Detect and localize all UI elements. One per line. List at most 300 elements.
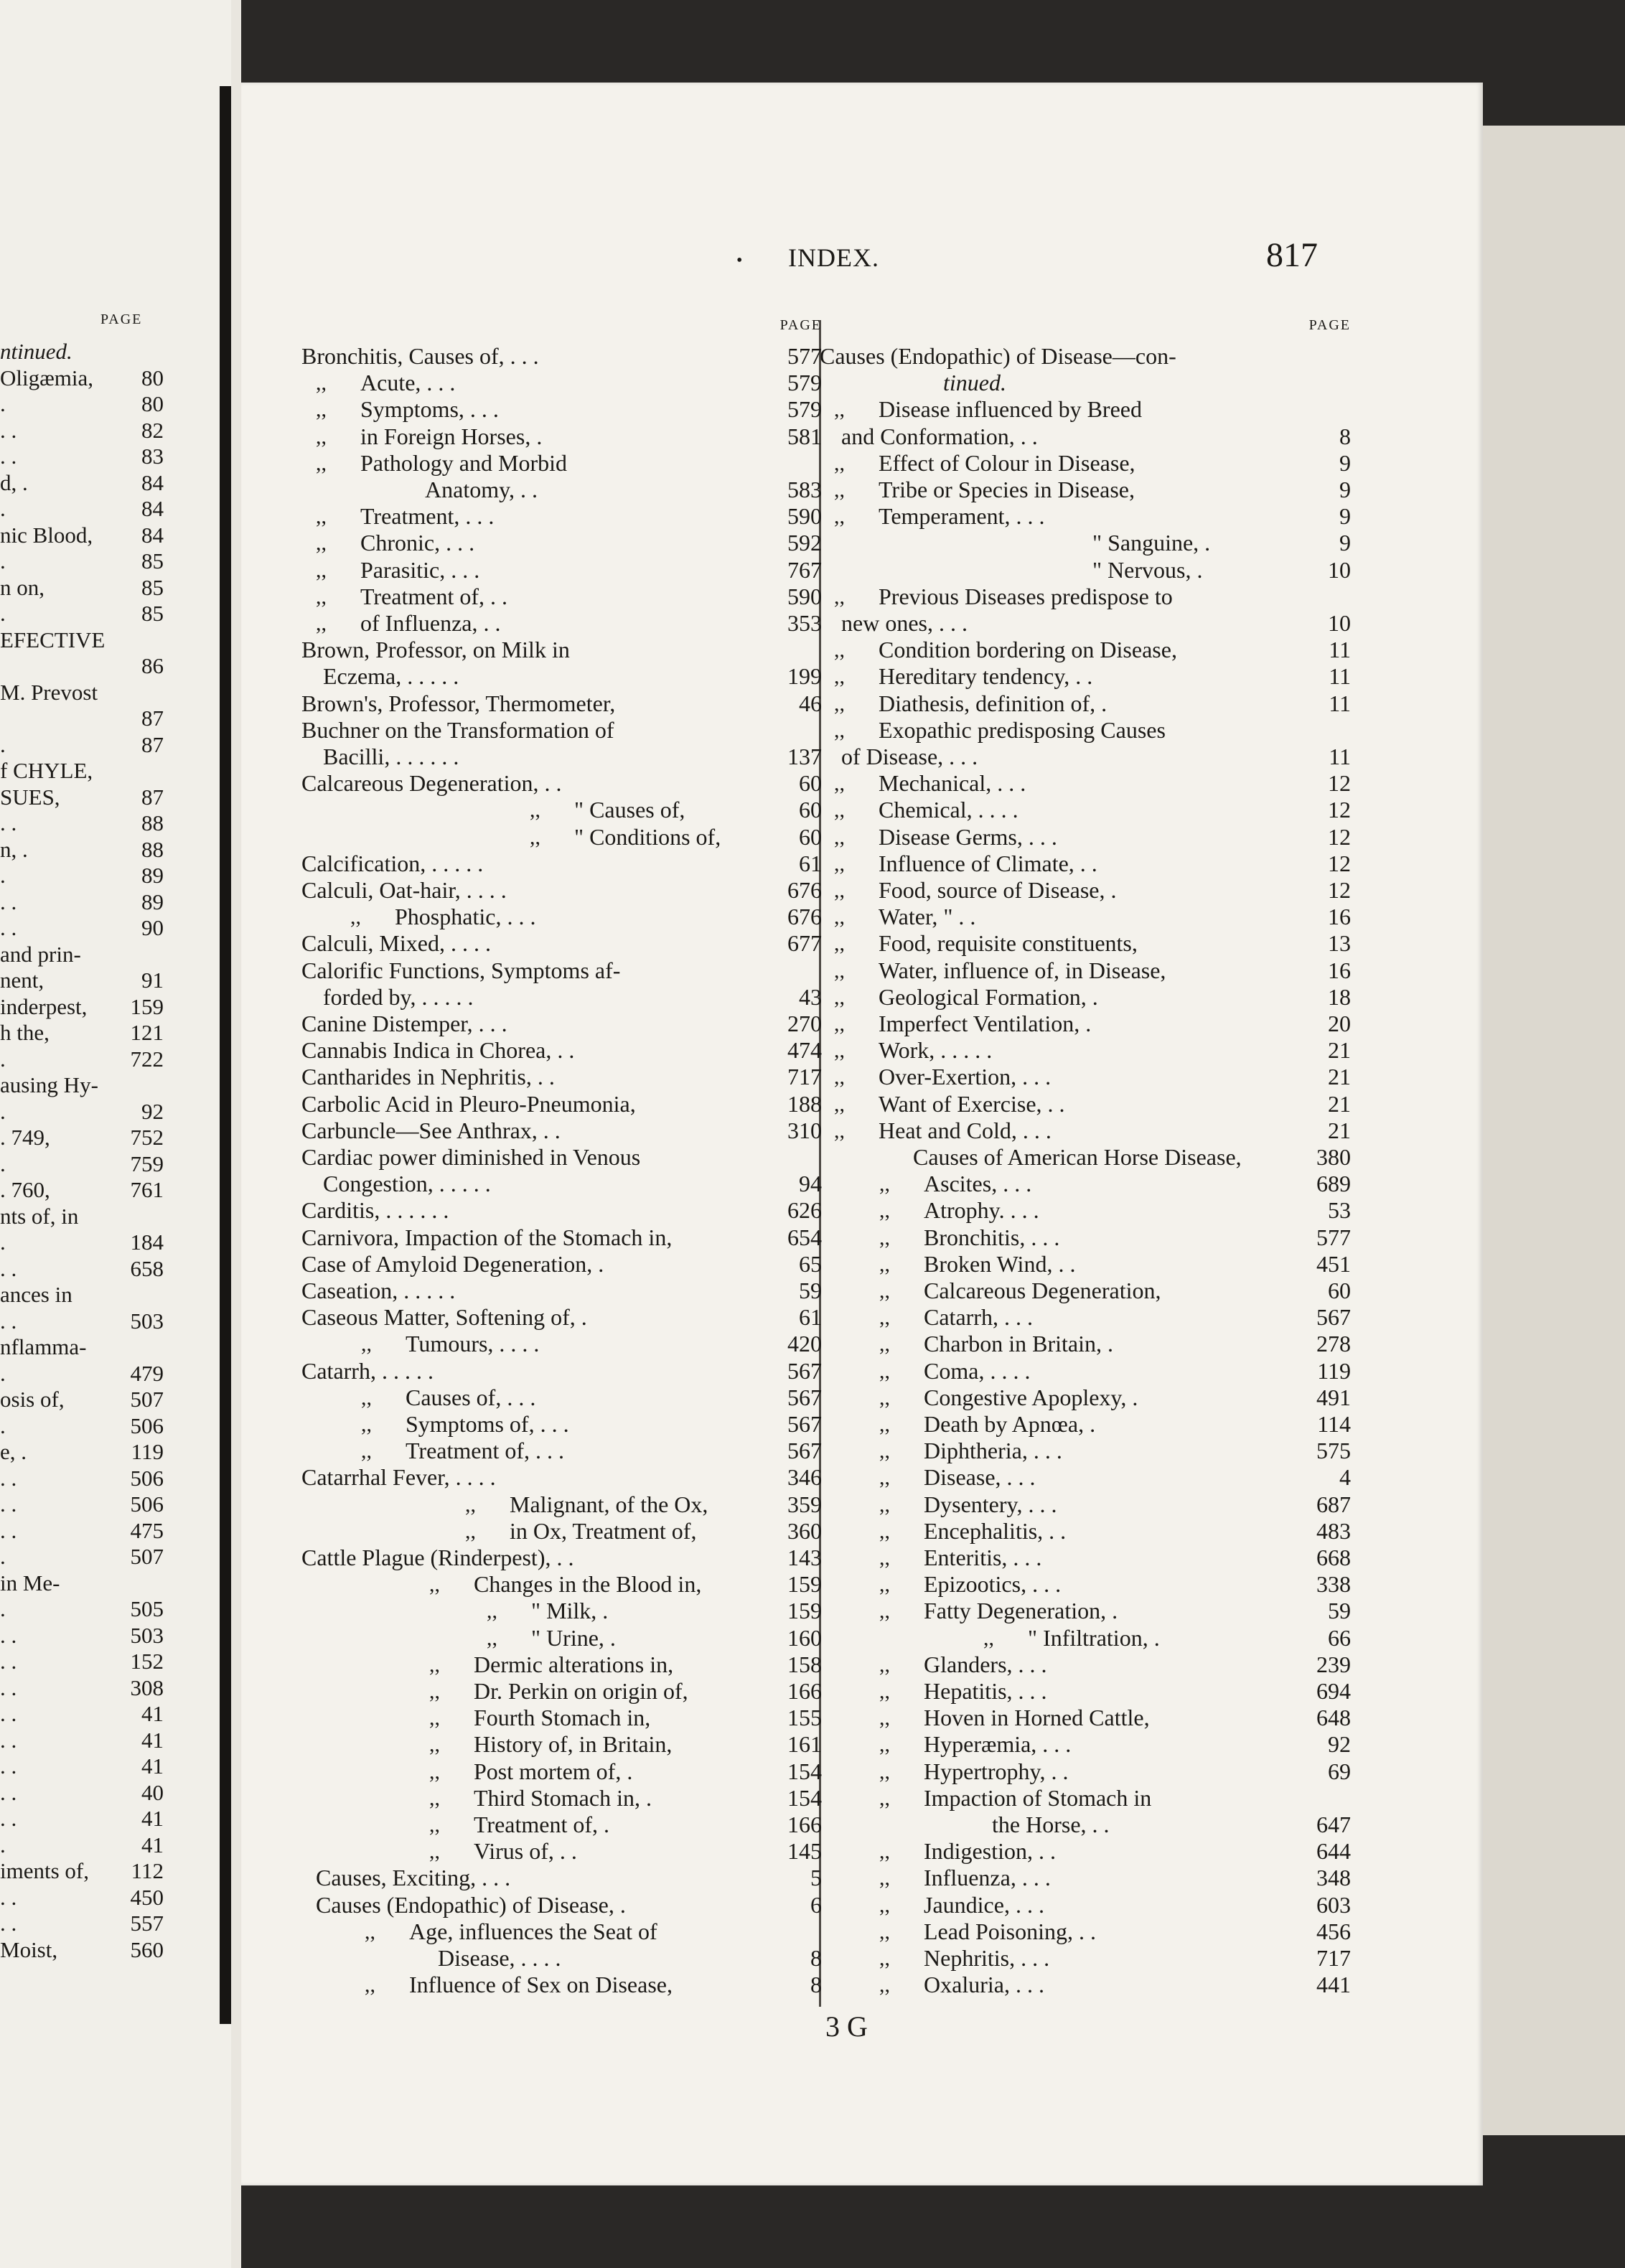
- index-entry-text: Heat and Cold, . . .: [879, 1117, 1052, 1143]
- left-page-entry-page: 41: [141, 1832, 164, 1857]
- left-page-entry-page: 752: [130, 1125, 164, 1150]
- index-entry: [820, 1918, 1351, 1945]
- index-entry-page: 161: [787, 1731, 822, 1758]
- left-page-row: [0, 444, 164, 469]
- index-entry-page: 590: [787, 583, 822, 609]
- index-entry-text: Causes (Endopathic) of Disease—con-: [820, 343, 1176, 369]
- ditto-mark: ,,: [487, 1626, 497, 1650]
- index-entry: [301, 1758, 822, 1785]
- ditto-mark: ,,: [429, 1759, 440, 1784]
- index-entry: [301, 1491, 822, 1518]
- index-entry-text: Changes in the Blood in,: [474, 1571, 702, 1598]
- index-entry-text: Phosphatic, . . .: [395, 904, 536, 930]
- index-entry: [301, 1625, 822, 1651]
- left-page-entry-page: 503: [130, 1622, 164, 1648]
- index-entry-text: Treatment of, . . .: [406, 1438, 565, 1464]
- left-page-row: [0, 706, 164, 731]
- left-page-entry-text: .: [0, 1229, 6, 1255]
- index-entry-page: 579: [787, 370, 822, 396]
- left-page-row: [0, 784, 164, 810]
- index-entry: [301, 396, 822, 423]
- left-page-entry-text: in Me-: [0, 1570, 60, 1595]
- ditto-mark: ,,: [834, 798, 845, 823]
- ditto-mark: ,,: [834, 505, 845, 529]
- left-page-row: [0, 1151, 164, 1177]
- index-entry-page: 474: [787, 1037, 822, 1064]
- index-entry: [820, 1464, 1351, 1491]
- index-entry-page: 199: [787, 663, 822, 690]
- index-entry-page: 12: [1328, 770, 1351, 797]
- index-entry-page: 9: [1339, 503, 1351, 530]
- left-page-entry-text: . .: [0, 1465, 17, 1491]
- index-entry-text: " Urine, .: [531, 1624, 616, 1651]
- left-page-entry-page: 88: [141, 810, 164, 835]
- index-entry: [820, 477, 1351, 503]
- left-page-entry-text: SUES,: [0, 784, 60, 810]
- left-page-entry-text: . .: [0, 1308, 17, 1334]
- index-entry-page: 567: [1316, 1304, 1351, 1331]
- index-entry-page: 9: [1339, 449, 1351, 476]
- ditto-mark: ,,: [879, 1199, 890, 1223]
- left-page-entry-text: . .: [0, 417, 17, 443]
- index-entry-text: Canine Distemper, . . .: [301, 1011, 507, 1036]
- index-entry: [820, 1224, 1351, 1251]
- index-entry-page: 592: [787, 530, 822, 556]
- ditto-mark: ,,: [879, 1706, 890, 1730]
- index-entry-page: 579: [787, 396, 822, 423]
- index-entry-page: 567: [787, 1411, 822, 1437]
- index-entry-page: 767: [787, 556, 822, 583]
- ditto-mark: ,,: [429, 1706, 440, 1730]
- index-entry: [301, 824, 822, 851]
- left-page-row: [0, 837, 164, 863]
- ditto-mark: ,,: [429, 1813, 440, 1837]
- index-entry-text: Calcareous Degeneration,: [924, 1278, 1161, 1303]
- index-entry-page: 575: [1316, 1438, 1351, 1464]
- ditto-mark: ,,: [879, 1840, 890, 1864]
- left-page-entry-page: 450: [130, 1884, 164, 1910]
- ditto-mark: ,,: [879, 1332, 890, 1356]
- index-entry-text: Dermic alterations in,: [474, 1651, 674, 1677]
- index-entry: [301, 1144, 822, 1171]
- index-entry-text: Disease influenced by Breed: [879, 396, 1142, 423]
- index-entry: [301, 1892, 822, 1918]
- index-entry-page: 69: [1328, 1758, 1351, 1784]
- left-page-row: [0, 732, 164, 758]
- index-entry: [820, 1438, 1351, 1464]
- left-page-entry-page: 479: [130, 1360, 164, 1386]
- index-entry: [301, 744, 822, 770]
- index-entry-page: 420: [787, 1331, 822, 1357]
- index-entry-page: 483: [1316, 1517, 1351, 1544]
- left-page-entry-page: 506: [130, 1412, 164, 1438]
- left-page-entry-page: 90: [141, 915, 164, 940]
- index-entry-page: 18: [1328, 983, 1351, 1010]
- index-entry: [820, 1812, 1351, 1838]
- left-page-entry-page: 505: [130, 1596, 164, 1621]
- index-entry-text: " Nervous, .: [1092, 556, 1203, 583]
- index-entry-page: 603: [1316, 1891, 1351, 1918]
- index-entry-page: 94: [799, 1171, 822, 1197]
- index-entry-text: Atrophy. . . .: [924, 1197, 1039, 1224]
- ditto-mark: ,,: [365, 1919, 375, 1944]
- index-entry: [820, 957, 1351, 984]
- left-page-entry-text: .: [0, 1360, 6, 1386]
- index-entry-text: Encephalitis, . .: [924, 1517, 1067, 1544]
- index-entry-text: Third Stomach in, .: [474, 1784, 652, 1811]
- index-entry-text: Malignant, of the Ox,: [510, 1491, 708, 1517]
- ditto-mark: ,,: [879, 1652, 890, 1677]
- index-entry: [820, 423, 1351, 450]
- left-page-entry-text: . .: [0, 1911, 17, 1936]
- ditto-mark: ,,: [834, 584, 845, 609]
- left-page-entry-text: .: [0, 496, 6, 521]
- ditto-mark: ,,: [834, 1065, 845, 1090]
- index-entry-page: 9: [1339, 530, 1351, 556]
- index-entry-page: 694: [1316, 1678, 1351, 1704]
- left-page-entry-page: 89: [141, 863, 164, 888]
- index-entry-text: Causes of, . . .: [406, 1384, 536, 1410]
- left-page-entry-text: . .: [0, 810, 17, 835]
- index-entry-page: 581: [787, 423, 822, 449]
- index-entry-page: 158: [787, 1651, 822, 1677]
- left-page-entry-page: 506: [130, 1465, 164, 1491]
- index-entry-text: Brown, Professor, on Milk in: [301, 637, 570, 663]
- index-entry: [301, 1785, 822, 1812]
- index-entry-text: Hepatitis, . . .: [924, 1678, 1047, 1704]
- index-entry: [301, 1812, 822, 1838]
- left-page-row: [0, 1466, 164, 1491]
- ditto-mark: ,,: [834, 878, 845, 902]
- ditto-mark: ,,: [879, 1759, 890, 1784]
- index-entry-page: 11: [1329, 744, 1351, 769]
- index-entry-text: Impaction of Stomach in: [924, 1784, 1152, 1811]
- index-entry-page: 654: [787, 1224, 822, 1250]
- left-page-entry-page: 84: [141, 522, 164, 548]
- left-page-row: [0, 1701, 164, 1727]
- left-page-row: [0, 1387, 164, 1412]
- left-page-row: [0, 1099, 164, 1125]
- left-page-row: [0, 863, 164, 889]
- ditto-mark: ,,: [879, 1359, 890, 1383]
- left-page-row: [0, 1072, 164, 1098]
- index-entry-page: 21: [1328, 1090, 1351, 1117]
- index-entry-page: 441: [1316, 1972, 1351, 1998]
- left-page-entry-text: .: [0, 1544, 6, 1569]
- left-page-entry-text: nent,: [0, 967, 45, 993]
- left-page-row: [0, 1518, 164, 1544]
- ditto-mark: ,,: [834, 718, 845, 742]
- index-entry-text: Post mortem of, .: [474, 1758, 633, 1784]
- index-entry-text: Jaundice, . . .: [924, 1891, 1044, 1918]
- left-page-row: [0, 1623, 164, 1649]
- index-entry-text: Geological Formation, .: [879, 983, 1098, 1010]
- index-entry-text: Eczema, . . . . .: [323, 663, 459, 690]
- index-entry-page: 5: [810, 1865, 822, 1891]
- index-entry-text: Calculi, Mixed, . . . .: [301, 930, 491, 957]
- index-entry-text: Causes of American Horse Disease,: [913, 1144, 1242, 1170]
- index-entry-text: Tribe or Species in Disease,: [879, 477, 1135, 502]
- index-entry: [820, 930, 1351, 957]
- ditto-mark: ,,: [879, 1279, 890, 1303]
- index-entry-page: 687: [1316, 1491, 1351, 1517]
- index-entry-page: 60: [799, 770, 822, 797]
- left-page-entry-page: 85: [141, 574, 164, 600]
- index-entry: [820, 1571, 1351, 1598]
- index-entry-page: 717: [1316, 1945, 1351, 1971]
- ditto-mark: ,,: [834, 905, 845, 929]
- left-page-entry-text: . .: [0, 1753, 17, 1779]
- index-entry-page: 166: [787, 1678, 822, 1704]
- index-entry: [820, 1838, 1351, 1865]
- index-entry: [820, 1251, 1351, 1278]
- index-entry-text: Parasitic, . . .: [360, 556, 480, 583]
- index-entry-text: Acute, . . .: [360, 370, 456, 396]
- index-entry: [820, 370, 1351, 396]
- left-page-row: [0, 1361, 164, 1387]
- index-entry: [820, 1331, 1351, 1357]
- index-entry: [301, 717, 822, 744]
- index-entry-text: Hereditary tendency, . .: [879, 663, 1093, 690]
- ditto-mark: ,,: [361, 1332, 372, 1356]
- index-entry-text: Congestion, . . . . .: [323, 1171, 491, 1197]
- index-entry-text: Oxaluria, . . .: [924, 1972, 1044, 1998]
- index-entry-page: 4: [1339, 1464, 1351, 1491]
- left-page-entry-text: . .: [0, 1806, 17, 1831]
- index-entry-page: 676: [787, 877, 822, 903]
- index-entry-text: Calcareous Degeneration, . .: [301, 770, 562, 797]
- left-page-entry-page: 85: [141, 601, 164, 626]
- index-entry-text: Carbuncle—See Anthrax, . .: [301, 1117, 561, 1143]
- index-entry-text: Imperfect Ventilation, .: [879, 1011, 1092, 1036]
- index-entry-text: Catarrh, . . . . .: [301, 1357, 434, 1384]
- index-entry-page: 10: [1328, 610, 1351, 636]
- index-entry: [301, 1037, 822, 1064]
- index-entry-page: 114: [1317, 1411, 1351, 1437]
- left-page-entry-text: . .: [0, 444, 17, 469]
- ditto-mark: ,,: [983, 1626, 994, 1650]
- left-page-entry-text: and prin-: [0, 941, 81, 967]
- index-entry-page: 577: [787, 343, 822, 369]
- index-entry-text: Caseation, . . . . .: [301, 1278, 456, 1303]
- index-entry-page: 59: [1328, 1598, 1351, 1624]
- index-entry-text: Cardiac power diminished in Venous: [301, 1144, 641, 1170]
- left-page-row: [0, 523, 164, 548]
- index-entry: [301, 1705, 822, 1731]
- index-entry-text: and Conformation, . .: [841, 423, 1038, 449]
- left-page-entry-page: 507: [130, 1544, 164, 1569]
- index-entry-page: 61: [799, 1304, 822, 1331]
- left-page-row: [0, 1937, 164, 1963]
- left-page-entry-page: 83: [141, 444, 164, 469]
- index-entry-page: 12: [1328, 823, 1351, 850]
- index-entry-page: 46: [799, 690, 822, 716]
- index-entry-text: Charbon in Britain, .: [924, 1331, 1113, 1357]
- ditto-mark: ,,: [834, 691, 845, 716]
- left-page-row: [0, 1020, 164, 1046]
- index-entry-text: Hypertrophy, . .: [924, 1758, 1069, 1784]
- ditto-mark: ,,: [834, 825, 845, 849]
- index-entry-text: " Causes of,: [574, 797, 685, 823]
- left-page-entry-page: 475: [130, 1517, 164, 1543]
- index-entry-text: Death by Apnœa, .: [924, 1411, 1096, 1437]
- ditto-mark: ,,: [361, 1385, 372, 1410]
- left-page-entry-text: . 760,: [0, 1177, 50, 1202]
- index-entry: [820, 530, 1351, 556]
- page-title: INDEX.: [788, 243, 879, 272]
- index-entry-text: Condition bordering on Disease,: [879, 637, 1177, 663]
- left-page-entry-text: .: [0, 731, 6, 757]
- index-entry-text: Calcification, . . . . .: [301, 850, 484, 876]
- index-entry: [820, 1358, 1351, 1384]
- left-page-entry-page: 184: [130, 1229, 164, 1255]
- index-entry: [301, 663, 822, 690]
- left-page-row: [0, 680, 164, 706]
- left-page-entry-page: 87: [141, 706, 164, 731]
- index-entry-text: Effect of Colour in Disease,: [879, 449, 1135, 476]
- index-entry: [301, 1091, 822, 1117]
- ditto-mark: ,,: [316, 398, 327, 422]
- index-entry-page: 59: [799, 1278, 822, 1303]
- index-entry-text: Calorific Functions, Symptoms af-: [301, 957, 621, 983]
- left-page-entry-text: . .: [0, 1674, 17, 1700]
- left-page-entry-text: ances in: [0, 1282, 72, 1307]
- index-entry: [820, 343, 1351, 370]
- left-page-entry-text: M. Prevost: [0, 679, 98, 705]
- index-entry: [301, 637, 822, 663]
- left-page-entry-text: .: [0, 1098, 6, 1124]
- index-entry-page: 154: [787, 1758, 822, 1784]
- index-entry: [301, 690, 822, 717]
- index-entry-page: 310: [787, 1117, 822, 1143]
- ditto-mark: ,,: [879, 1919, 890, 1944]
- index-entry: [301, 343, 822, 370]
- left-page-entry-page: 159: [130, 993, 164, 1019]
- ditto-mark: ,,: [834, 985, 845, 1009]
- book-gutter: [231, 0, 241, 2268]
- left-page-entry-page: 41: [141, 1806, 164, 1831]
- index-entry-text: Virus of, . .: [474, 1838, 577, 1865]
- left-page-entry-page: 84: [141, 469, 164, 495]
- left-page-entry-page: 722: [130, 1046, 164, 1072]
- index-entry: [820, 1491, 1351, 1518]
- left-page-row: [0, 1649, 164, 1674]
- index-entry: [301, 477, 822, 503]
- ditto-mark: ,,: [465, 1519, 476, 1543]
- left-page-row: [0, 1570, 164, 1596]
- index-entry-text: " Milk, .: [531, 1598, 609, 1624]
- index-entry-text: Treatment, . . .: [360, 503, 495, 530]
- index-entry: [301, 1571, 822, 1598]
- index-entry-text: in Foreign Horses, .: [360, 423, 543, 449]
- ditto-mark: ,,: [316, 371, 327, 395]
- index-entry-page: 676: [787, 904, 822, 930]
- index-entry-text: Tumours, . . . .: [406, 1331, 540, 1357]
- index-entry-text: Want of Exercise, . .: [879, 1090, 1065, 1117]
- index-entry-text: Diathesis, definition of, .: [879, 690, 1107, 716]
- ditto-mark: ,,: [361, 1412, 372, 1436]
- left-page-entry-text: EFECTIVE: [0, 627, 106, 652]
- ditto-mark: ,,: [316, 558, 327, 582]
- index-entry: [820, 1731, 1351, 1758]
- ditto-mark: ,,: [834, 851, 845, 876]
- index-entry: [820, 610, 1351, 637]
- index-entry-text: Food, requisite constituents,: [879, 930, 1138, 957]
- index-entry-page: 12: [1328, 797, 1351, 823]
- left-page-entry-page: 761: [130, 1177, 164, 1202]
- left-page-entry-text: .: [0, 863, 6, 888]
- index-entry-text: Buchner on the Transformation of: [301, 716, 614, 743]
- index-entry-text: Dr. Perkin on origin of,: [474, 1678, 688, 1704]
- left-page-row: [0, 1675, 164, 1701]
- left-page-entry-page: 308: [130, 1674, 164, 1700]
- left-page-row: [0, 365, 164, 391]
- index-entry: [301, 851, 822, 877]
- index-entry: [820, 1972, 1351, 1998]
- left-page-entry-page: 91: [141, 967, 164, 993]
- index-entry-text: Ascites, . . .: [924, 1171, 1032, 1197]
- index-entry-text: forded by, . . . . .: [323, 983, 474, 1010]
- left-page-row: [0, 1911, 164, 1936]
- index-entry-text: Brown's, Professor, Thermometer,: [301, 690, 616, 716]
- index-entry: [301, 1384, 822, 1411]
- left-page-entry-page: 40: [141, 1779, 164, 1805]
- page-edge-shadow: [220, 86, 231, 2024]
- index-entry: [820, 851, 1351, 877]
- left-page-entry-page: 41: [141, 1727, 164, 1753]
- index-entry-text: of Disease, . . .: [841, 744, 978, 769]
- ditto-mark: ,,: [834, 478, 845, 502]
- index-entry-page: 451: [1316, 1250, 1351, 1277]
- left-page-entry-text: .: [0, 1412, 6, 1438]
- left-page-row: [0, 1413, 164, 1439]
- index-entry-text: Diphtheria, . . .: [924, 1438, 1062, 1464]
- index-entry-text: Pathology and Morbid: [360, 449, 567, 476]
- left-page-row: [0, 889, 164, 915]
- ditto-mark: ,,: [879, 1546, 890, 1570]
- index-entry-page: 16: [1328, 957, 1351, 983]
- index-entry: [301, 1011, 822, 1037]
- index-entry-page: 21: [1328, 1117, 1351, 1143]
- index-entry-text: Chronic, . . .: [360, 530, 475, 556]
- index-entry: [301, 503, 822, 530]
- left-page-entry-text: . .: [0, 1649, 17, 1674]
- index-entry-page: 360: [787, 1517, 822, 1544]
- left-page-row: [0, 758, 164, 784]
- index-entry: [301, 1972, 822, 1998]
- left-page-entry-page: 112: [131, 1858, 164, 1883]
- index-entry: [301, 957, 822, 984]
- left-page-entry-text: osis of,: [0, 1387, 65, 1412]
- left-page-row: [0, 1229, 164, 1255]
- header-dot: •: [736, 251, 743, 270]
- index-entry-page: 278: [1316, 1331, 1351, 1357]
- index-entry-text: Fatty Degeneration, .: [924, 1598, 1118, 1624]
- ditto-mark: ,,: [834, 1012, 845, 1036]
- index-entry-page: 567: [787, 1384, 822, 1410]
- index-entry-text: Treatment of, . .: [360, 583, 508, 609]
- index-entry: [301, 1598, 822, 1624]
- ditto-mark: ,,: [834, 665, 845, 689]
- left-page-row: [0, 1334, 164, 1360]
- index-entry-text: Work, . . . . .: [879, 1037, 993, 1064]
- index-entry-text: Bacilli, . . . . . .: [323, 744, 459, 769]
- left-page-row: [0, 1728, 164, 1753]
- index-entry-page: 92: [1328, 1731, 1351, 1758]
- index-entry-page: 21: [1328, 1037, 1351, 1064]
- left-page-entry-text: . 749,: [0, 1125, 50, 1150]
- index-entry: [820, 1651, 1351, 1678]
